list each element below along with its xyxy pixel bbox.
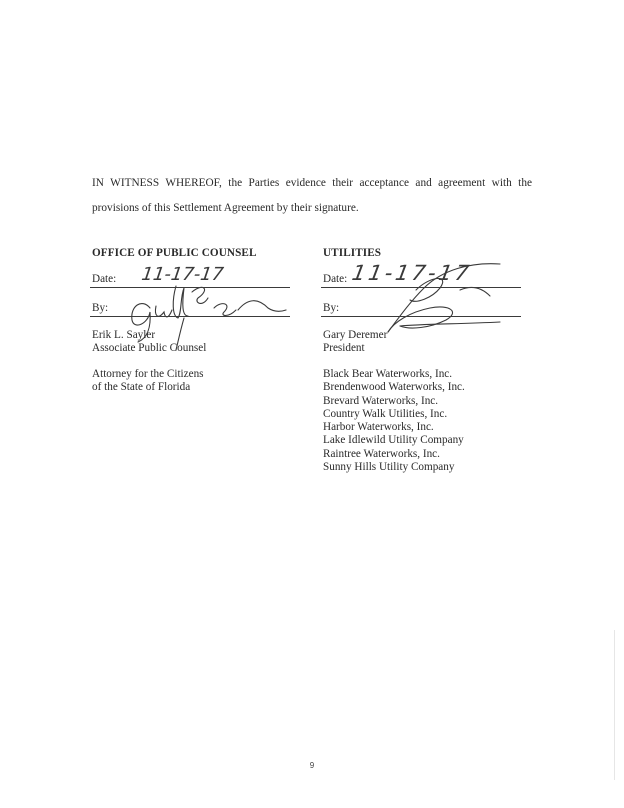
right-by-label: By: [323, 302, 340, 314]
right-company-list [323, 368, 465, 474]
left-note [92, 368, 204, 395]
company-item: Sunny Hills Utility Company [323, 461, 455, 474]
witness-paragraph-line-1: IN WITNESS WHEREOF, the Parties evidence their acceptance and agreement with the [92, 177, 532, 189]
right-date-handwritten: 11-17-17 [350, 260, 474, 285]
company-item: Black Bear Waterworks, Inc. [323, 368, 453, 380]
left-date-label: Date: [92, 273, 117, 285]
right-signatory [323, 329, 387, 356]
witness-paragraph-line-2: provisions of this Settlement Agreement by their signature. [92, 202, 359, 214]
company-item: Country Walk Utilities, Inc. [323, 407, 448, 420]
right-signature [350, 260, 510, 340]
left-by-label: By: [92, 302, 109, 314]
right-name: Gary Deremer [323, 329, 388, 341]
right-heading: UTILITIES [323, 247, 382, 259]
company-item: Raintree Waterworks, Inc. [323, 447, 440, 460]
left-date-handwritten: 11-17-17 [140, 264, 225, 285]
left-signatory [92, 329, 206, 356]
company-item: Brevard Waterworks, Inc. [323, 394, 439, 407]
company-item: Brendenwood Waterworks, Inc. [323, 381, 465, 394]
company-item: Harbor Waterworks, Inc. [323, 421, 434, 434]
right-date-label: Date: [323, 273, 348, 285]
company-item: Lake Idlewild Utility Company [323, 434, 464, 447]
left-heading: OFFICE OF PUBLIC COUNSEL [92, 247, 257, 259]
right-title: President [323, 342, 365, 355]
left-title: Associate Public Counsel [92, 342, 207, 355]
left-note-line-2: of the State of Florida [92, 381, 191, 394]
left-note-line-1: Attorney for the Citizens [92, 368, 204, 380]
left-name: Erik L. Sayler [92, 329, 156, 341]
scan-edge [614, 630, 615, 780]
page-number: 9 [309, 761, 315, 770]
